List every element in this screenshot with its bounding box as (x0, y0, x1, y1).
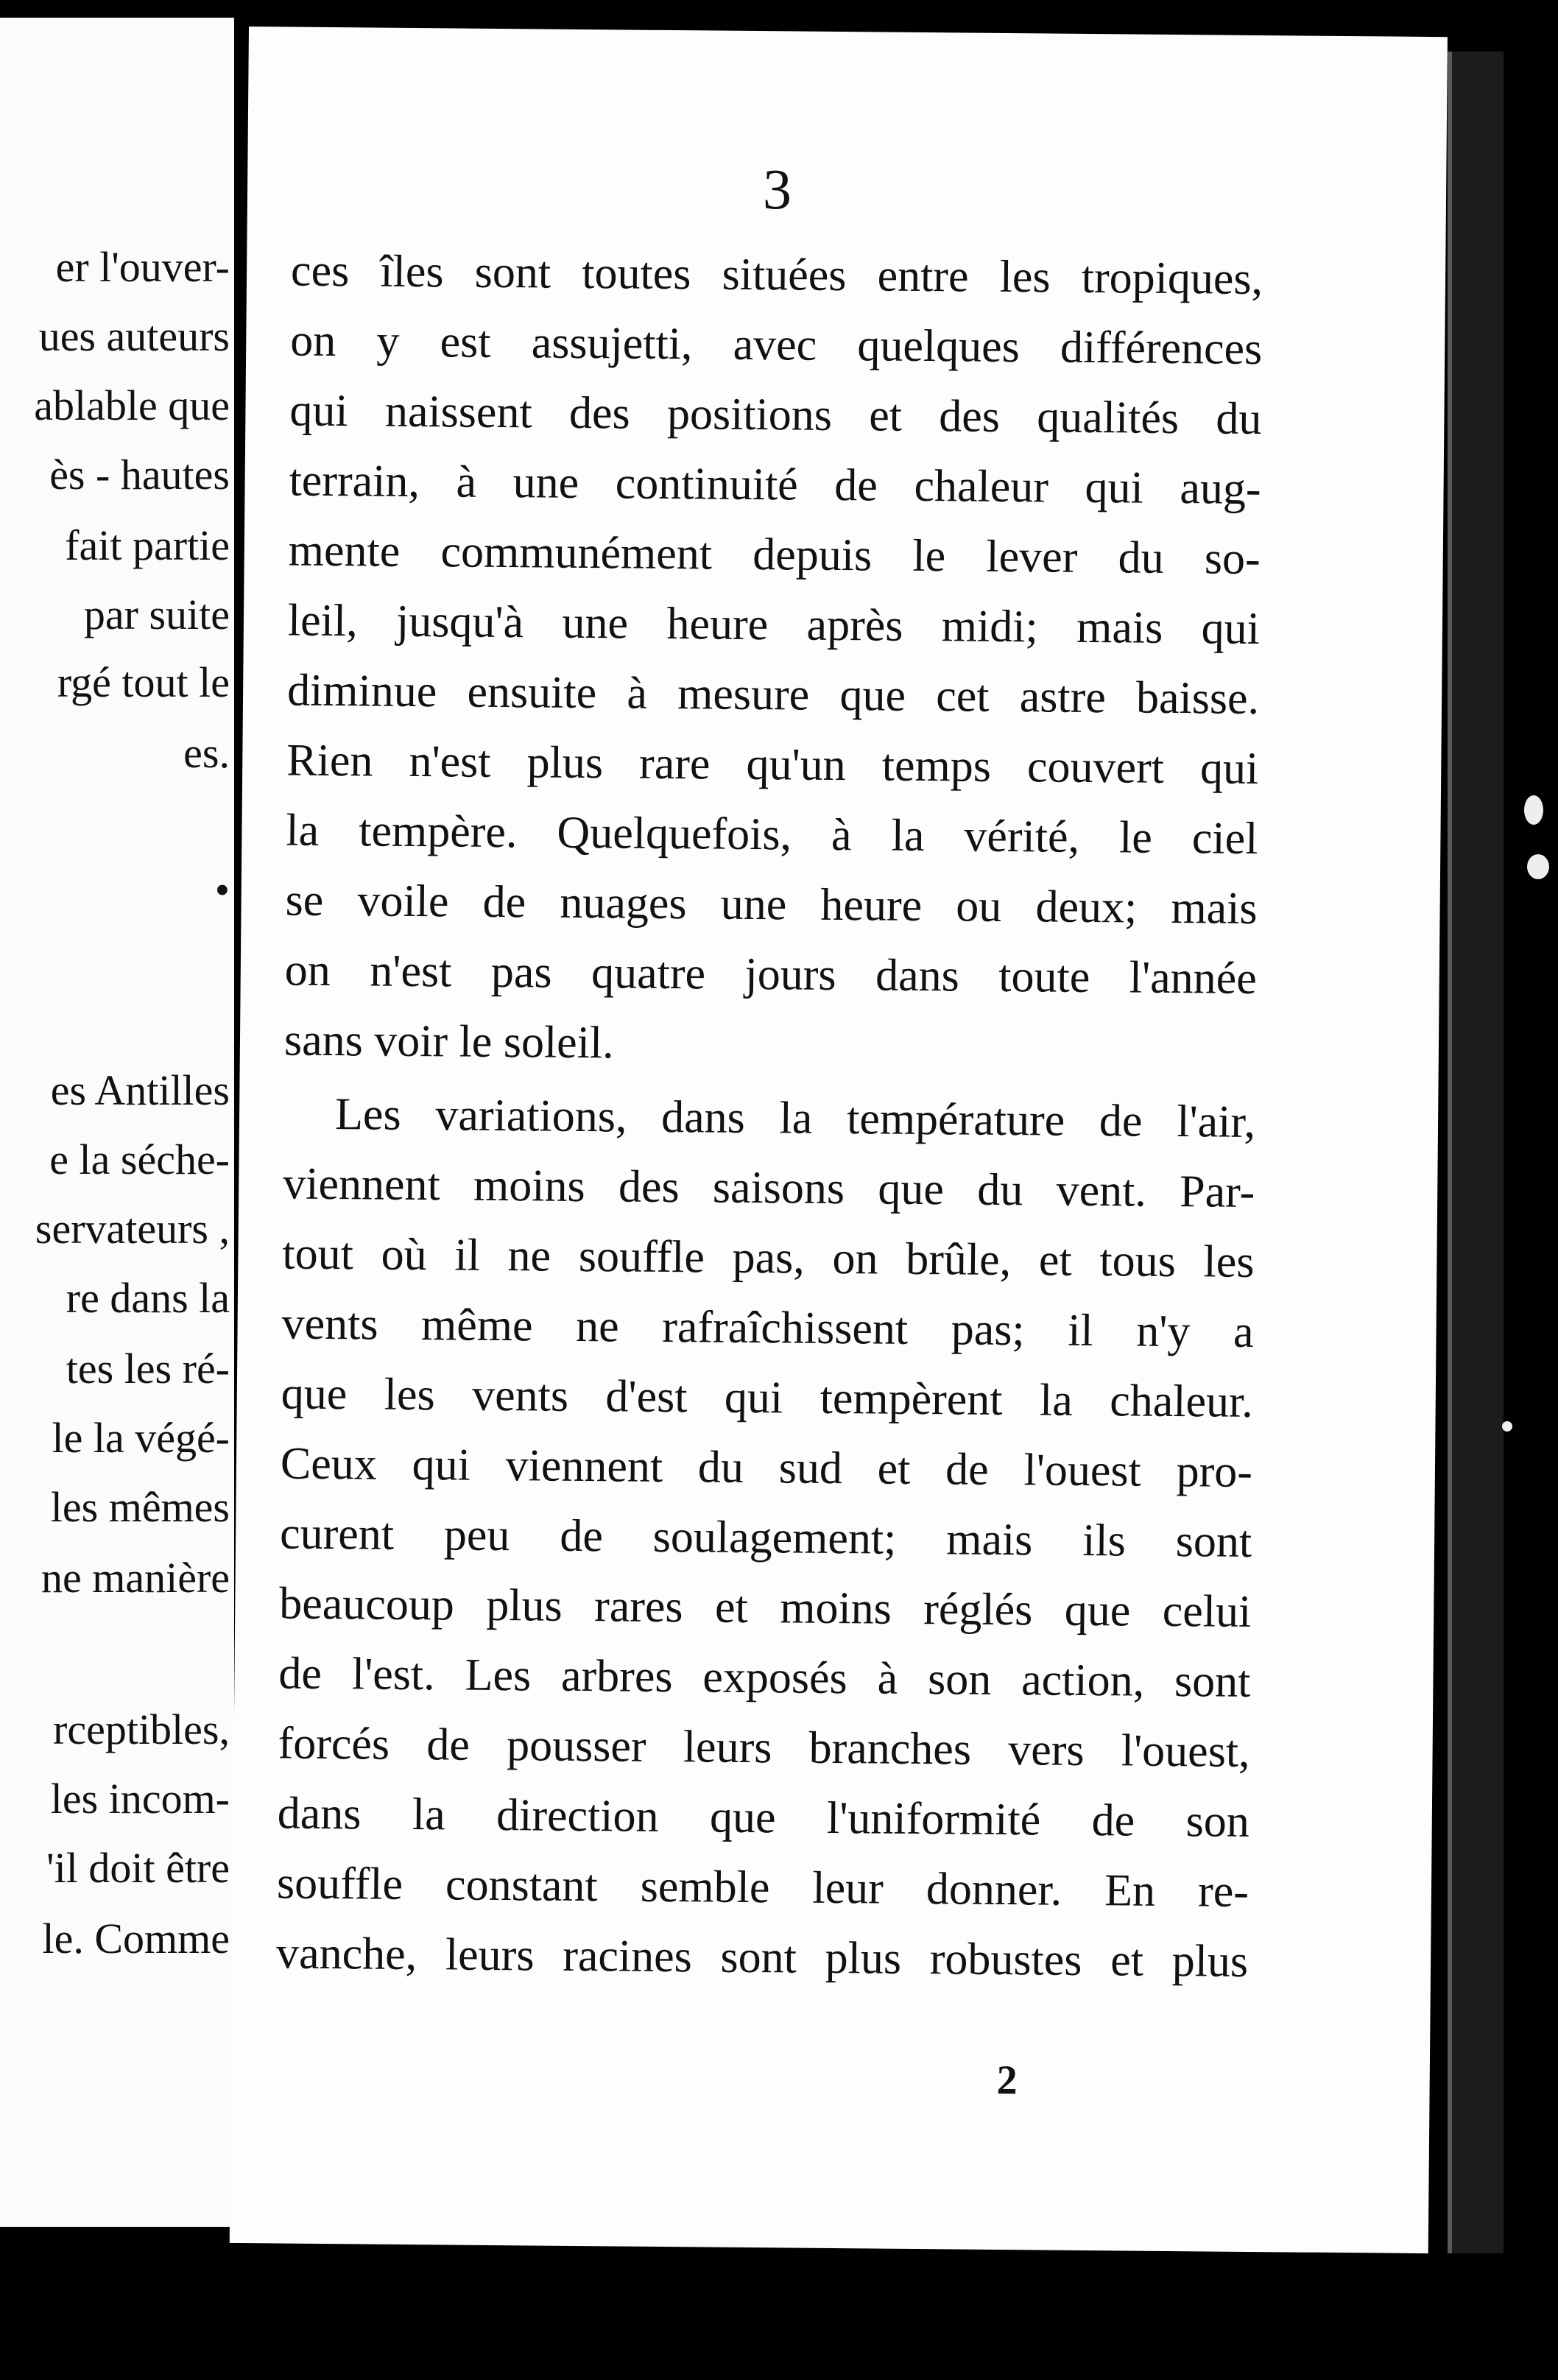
paragraph-1-line: on y est assujetti, avec quelques différences (289, 315, 1263, 375)
left-page-line: par suite (83, 591, 230, 638)
paragraph-2-line: de l'est. Les arbres exposés à son action, sont (278, 1648, 1251, 1707)
paragraph-1-line: ces îles sont toutes situées entre les tropiques, (290, 245, 1263, 305)
paragraph-1-line: la tempère. Quelquefois, à la vérité, le ciel (286, 805, 1258, 864)
paragraph-2-line: vents même ne rafraîchissent pas; il n'y a (281, 1298, 1254, 1357)
left-page-line: es Antilles (50, 1066, 230, 1114)
paragraph-2-line: dans la direction que l'uniformité de son (277, 1788, 1250, 1847)
left-page-line: es. (183, 729, 230, 777)
left-page-line: er l'ouver- (55, 243, 230, 291)
paragraph-2-line: que les vents d'est qui tempèrent la chaleur. (281, 1368, 1254, 1427)
scan-speck (1502, 1421, 1512, 1432)
left-page-line: re dans la (66, 1274, 230, 1322)
paragraph-1-line: sans voir le soleil. (283, 1015, 614, 1068)
paragraph-2-line: curent peu de soulagement; mais ils sont (279, 1508, 1252, 1567)
paragraph-1-line: diminue ensuite à mesure que cet astre baisse. (286, 665, 1260, 725)
left-page-line: le. Comme (42, 1915, 230, 1962)
right-page (230, 27, 1448, 2253)
left-page-line: e la séche- (49, 1136, 230, 1183)
paragraph-1-line: se voile de nuages une heure ou deux; mais (285, 875, 1258, 934)
scan-speck (1524, 795, 1543, 825)
paragraph-2-line: beaucoup plus rares et moins réglés que celui (279, 1578, 1252, 1637)
left-page-line: rceptibles, (53, 1705, 230, 1753)
left-page-line: ues auteurs (38, 312, 230, 360)
paragraph-2-line: souffle constant semble leur donner. En re- (276, 1858, 1249, 1917)
paragraph-2-line: Les variations, dans la température de l'air, (334, 1089, 1256, 1147)
paragraph-2-line: vanche, leurs racines sont plus robustes et plus (275, 1928, 1249, 1987)
left-page-line: les incom- (50, 1775, 230, 1823)
paragraph-1-line: on n'est pas quatre jours dans toute l'année (284, 945, 1258, 1004)
paragraph-1-line: Rien n'est plus rare qu'un temps couvert qui (286, 735, 1259, 795)
paragraph-2-line: tout où il ne souffle pas, on brûle, et tous les (282, 1228, 1255, 1287)
left-page-line: • (214, 866, 230, 914)
left-facing-page (0, 18, 234, 2227)
left-page-line: ès - hautes (49, 451, 230, 499)
left-page-line: rgé tout le (57, 658, 230, 706)
page-number: 3 (762, 157, 792, 222)
scan-speck (1527, 854, 1549, 879)
paragraph-2-line: forcés de pousser leurs branches vers l'ouest, (278, 1718, 1250, 1777)
left-page-line: tes les ré- (66, 1345, 230, 1393)
left-page-line: servateurs , (35, 1205, 230, 1253)
paragraph-1-line: qui naissent des positions et des qualités du (289, 385, 1262, 445)
left-page-line: ablable que (34, 381, 230, 429)
page-edge (1448, 52, 1504, 2253)
left-page-line: les mêmes (50, 1483, 230, 1531)
left-page-line: le la végé- (52, 1414, 230, 1462)
paragraph-2-line: Ceux qui viennent du sud et de l'ouest pro- (280, 1438, 1253, 1497)
paragraph-2-line: viennent moins des saisons que du vent. Par- (282, 1158, 1255, 1217)
left-page-line: ne manière (40, 1554, 230, 1602)
paragraph-1-line: mente communément depuis le lever du so- (288, 525, 1261, 585)
paragraph-1-line: leil, jusqu'à une heure après midi; mais qui (287, 595, 1261, 655)
left-page-line: fait partie (65, 521, 230, 569)
signature-mark: 2 (996, 2057, 1018, 2104)
left-page-line: 'il doit être (46, 1844, 230, 1892)
paragraph-1-line: terrain, à une continuité de chaleur qui aug- (289, 455, 1261, 515)
